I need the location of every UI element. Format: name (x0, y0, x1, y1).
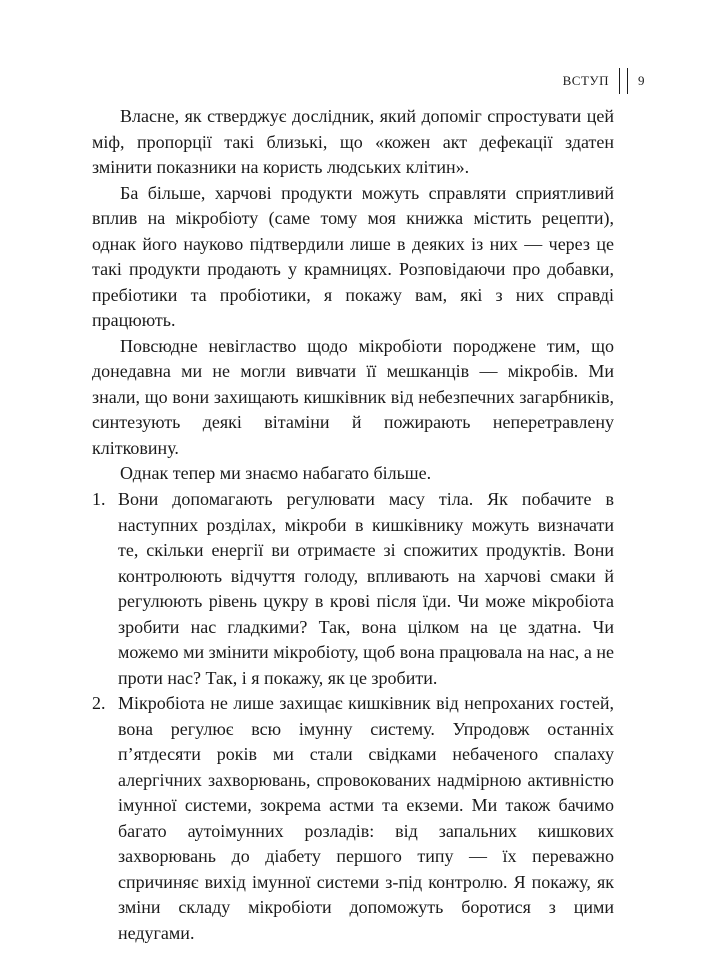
page-number: 9 (638, 73, 645, 88)
list-item-text: Мікробіота не лише захищає кишківник від непроханих гостей, вона регулює всю імунну систему. Упродовж останніх п’ятдесяти років ми стали свідками небаченого спалаху алергічних захворювань, спровокованих надмірною активністю імунної системи, зокрема астми та екземи. Ми також бачимо багато аутоімунних розладів: від запальних кишкових захворювань до діабету першого типу — їх переважно спричиняє вихід імунної системи з-під контролю. Я покажу, як зміни складу мікробіоти допоможуть боротися з цими недугами. (118, 693, 614, 943)
list-item (92, 691, 614, 946)
list-item (92, 487, 614, 691)
list-item-text: Вони допомагають регулювати масу тіла. Як побачите в наступних розділах, мікроби в кишківнику можуть визначати те, скільки енергії ви отримаєте зі спожитих продуктів. Вони контролюють відчуття голоду, впливають на харчові смаки й регулюють рівень цукру в крові після їди. Чи може мікробіота зробити нас гладкими? Так, вона цілком на це здатна. Чи можемо ми змінити мікробіоту, щоб вона працювала на нас, а не проти нас? Так, і я покажу, як це зробити. (118, 489, 614, 688)
paragraph: Повсюдне невігластво щодо мікробіоти породжене тим, що донедавна ми не могли вивчати її мешканців — мікробів. Ми знали, що вони захищають кишківник від небезпечних загарбників, синтезують деякі вітаміни й пожирають неперетравлену клітковину. (92, 335, 614, 458)
running-head (563, 68, 645, 94)
paragraph: Власне, як стверджує дослідник, який допоміг спростувати цей міф, пропорції такі близькі, що «кожен акт дефекації здатен змінити показники на користь людських клітин». (92, 106, 614, 177)
list-item-number: 2. (92, 693, 106, 713)
list-item-number: 1. (92, 489, 106, 509)
paragraph: Однак тепер ми знаємо набагато більше. (120, 463, 432, 483)
header-divider (619, 68, 628, 94)
section-title: ВСТУП (562, 73, 609, 88)
numbered-list (92, 487, 614, 946)
paragraph: Ба більше, харчові продукти можуть справляти сприятливий вплив на мікробіоту (саме тому моя книжка містить рецепти), однак його науково підтвердили лише в деяких із них — через це такі продукти продають у крамницях. Розповідаючи про добавки, пребіотики та пробіотики, я покажу вам, які з них справді працюють. (92, 182, 614, 330)
body-text (92, 104, 614, 487)
